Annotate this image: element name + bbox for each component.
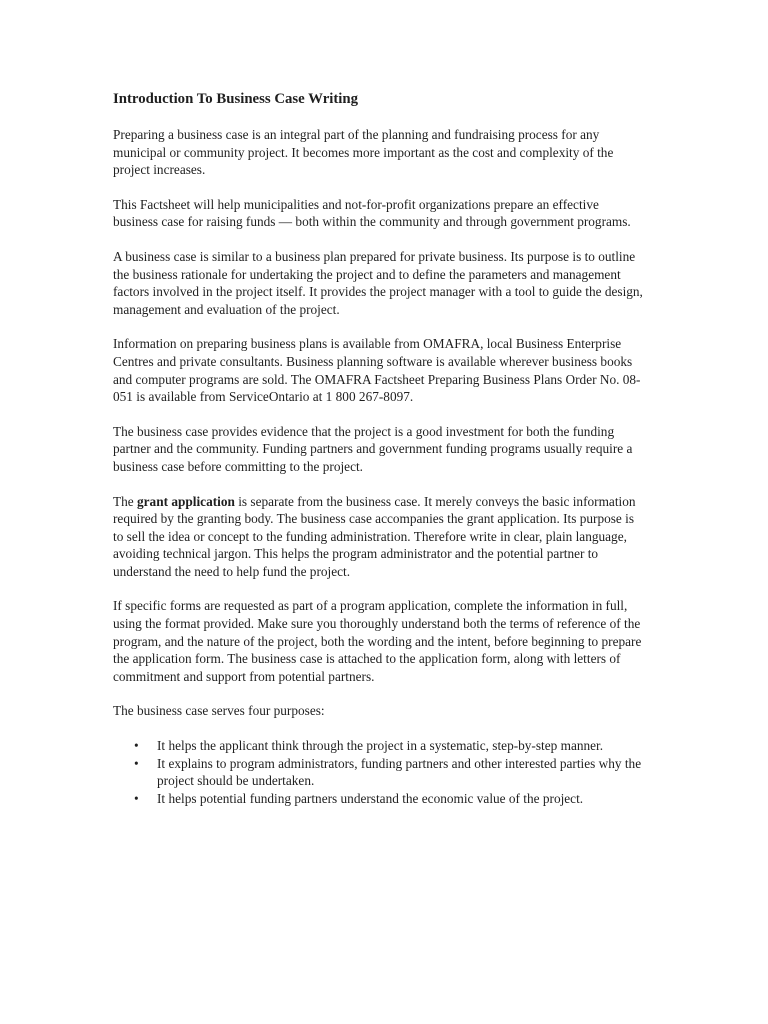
list-item-text: It helps potential funding partners understand the economic value of the project. xyxy=(157,790,584,806)
bullet-icon: • xyxy=(134,790,139,806)
paragraph-business-plans-info: Information on preparing business plans is available from OMAFRA, local Business Enterprise Centres and private consultants. Business planning software is available wherever business books and computer programs are sold. The OMAFRA Factsheet Preparing Business Plans Order No. 08-051 is available from ServiceOntario at 1 800 267-8097. xyxy=(113,336,641,405)
paragraph-purposes-intro: The business case serves four purposes: xyxy=(113,703,325,719)
list-item xyxy=(134,737,643,755)
grant-application-bold: grant application xyxy=(137,493,235,509)
list-item-text: It explains to program administrators, funding partners and other interested parties why the project should be undertaken. xyxy=(157,755,642,789)
document-page xyxy=(113,90,643,807)
list-item xyxy=(134,755,643,790)
paragraph-specific-forms: If specific forms are requested as part of a program application, complete the information in full, using the format provided. Make sure you thoroughly understand both the terms of reference of the program, and the nature of the project, both the wording and the intent, before beginning to prepare the application form. The business case is attached to the application form, along with letters of commitment and support from potential partners. xyxy=(113,598,642,684)
bullet-icon: • xyxy=(134,755,139,771)
purposes-list xyxy=(113,737,643,807)
grant-lead-text: The xyxy=(113,493,137,509)
bullet-icon: • xyxy=(134,738,139,754)
list-item-text: It helps the applicant think through the project in a systematic, step-by-step manner. xyxy=(157,738,604,754)
paragraph-factsheet: This Factsheet will help municipalities and not-for-profit organizations prepare an effective business case for raising funds — both within the community and through government programs. xyxy=(113,196,631,230)
paragraph-intro: Preparing a business case is an integral part of the planning and fundraising process for any municipal or community project. It becomes more important as the cost and complexity of the project increases. xyxy=(113,127,614,178)
grant-rest-text: is separate from the business case. It merely conveys the basic information required by the granting body. The business case accompanies the grant application. Its purpose is to sell the idea or concept to the funding administration. Therefore write in clear, plain language, avoiding technical jargon. This helps the program administrator and the potential partner to understand the need to help fund the project. xyxy=(113,493,636,579)
document-title: Introduction To Business Case Writing xyxy=(113,91,359,107)
paragraph-evidence: The business case provides evidence that the project is a good investment for both the funding partner and the community. Funding partners and government funding programs usually require a business case before committing to the project. xyxy=(113,423,633,474)
list-item xyxy=(134,790,643,808)
paragraph-business-case-definition: A business case is similar to a business plan prepared for private business. Its purpose is to outline the business rationale for undertaking the project and to define the parameters and management factors involved in the project itself. It provides the project manager with a tool to guide the design, management and evaluation of the project. xyxy=(113,248,643,317)
paragraph-grant-application xyxy=(113,493,643,581)
